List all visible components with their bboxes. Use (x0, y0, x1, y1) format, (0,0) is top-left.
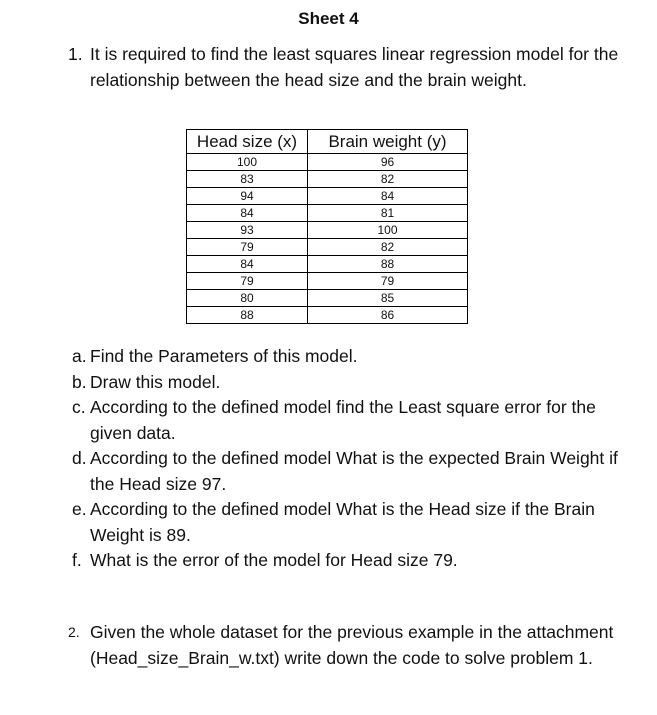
table-row (187, 239, 468, 256)
question-1-number: 1. (68, 44, 83, 64)
sub-question-f (68, 548, 628, 574)
table-row (187, 273, 468, 290)
sub-question-text: According to the defined model find the Least square error for the given data. (90, 397, 596, 443)
cell-head-size: 79 (187, 273, 308, 290)
cell-brain-weight: 86 (308, 307, 468, 324)
cell-head-size: 100 (187, 154, 308, 171)
table-row (187, 307, 468, 324)
sub-question-c (68, 395, 628, 446)
cell-head-size: 80 (187, 290, 308, 307)
cell-head-size: 94 (187, 188, 308, 205)
sub-question-text: According to the defined model What is the expected Brain Weight if the Head size 97. (90, 448, 618, 494)
sub-question-text: Draw this model. (90, 371, 221, 392)
sub-question-text: According to the defined model What is the Head size if the Brain Weight is 89. (90, 499, 595, 545)
sheet-title: Sheet 4 (298, 9, 359, 28)
cell-brain-weight: 82 (308, 239, 468, 256)
sub-question-list (68, 344, 628, 574)
cell-head-size: 88 (187, 307, 308, 324)
sub-question-text: Find the Parameters of this model. (90, 346, 358, 366)
cell-brain-weight: 81 (308, 205, 468, 222)
table-header-row (187, 130, 468, 154)
table-row (187, 290, 468, 307)
sub-question-text: What is the error of the model for Head size 79. (90, 550, 458, 570)
question-2-text: Given the whole dataset for the previous example in the attachment (Head_size_Brain_w.txt) write down the code to solve problem 1. (90, 622, 614, 668)
cell-head-size: 84 (187, 205, 308, 222)
question-1-text: It is required to find the least squares linear regression model for the relationship between the head size and the brain weight. (90, 44, 619, 90)
cell-brain-weight: 85 (308, 290, 468, 307)
cell-head-size: 93 (187, 222, 308, 239)
cell-head-size: 79 (187, 239, 308, 256)
sub-question-b (68, 370, 628, 396)
sub-question-a (68, 344, 628, 370)
sub-question-letter: c. (72, 397, 86, 417)
table-row (187, 188, 468, 205)
header-brain-weight: Brain weight (y) (308, 130, 468, 154)
sub-question-letter: b. (72, 371, 87, 392)
sub-question-e (68, 497, 628, 548)
cell-head-size: 84 (187, 256, 308, 273)
table-row (187, 222, 468, 239)
table-row (187, 154, 468, 171)
cell-brain-weight: 84 (308, 188, 468, 205)
data-table (186, 129, 468, 324)
sub-question-d (68, 446, 628, 497)
question-2-number: 2. (68, 624, 80, 640)
question-2 (68, 620, 628, 671)
cell-brain-weight: 82 (308, 171, 468, 188)
header-head-size: Head size (x) (187, 130, 308, 154)
sub-question-letter: d. (72, 448, 87, 468)
cell-brain-weight: 96 (308, 154, 468, 171)
question-1 (68, 42, 628, 93)
sub-question-letter: a. (72, 346, 87, 366)
cell-brain-weight: 100 (308, 222, 468, 239)
cell-brain-weight: 79 (308, 273, 468, 290)
cell-head-size: 83 (187, 171, 308, 188)
sub-question-letter: f. (72, 550, 82, 570)
table-row (187, 205, 468, 222)
cell-brain-weight: 88 (308, 256, 468, 273)
sub-question-letter: e. (72, 499, 87, 519)
table-row (187, 171, 468, 188)
table-row (187, 256, 468, 273)
